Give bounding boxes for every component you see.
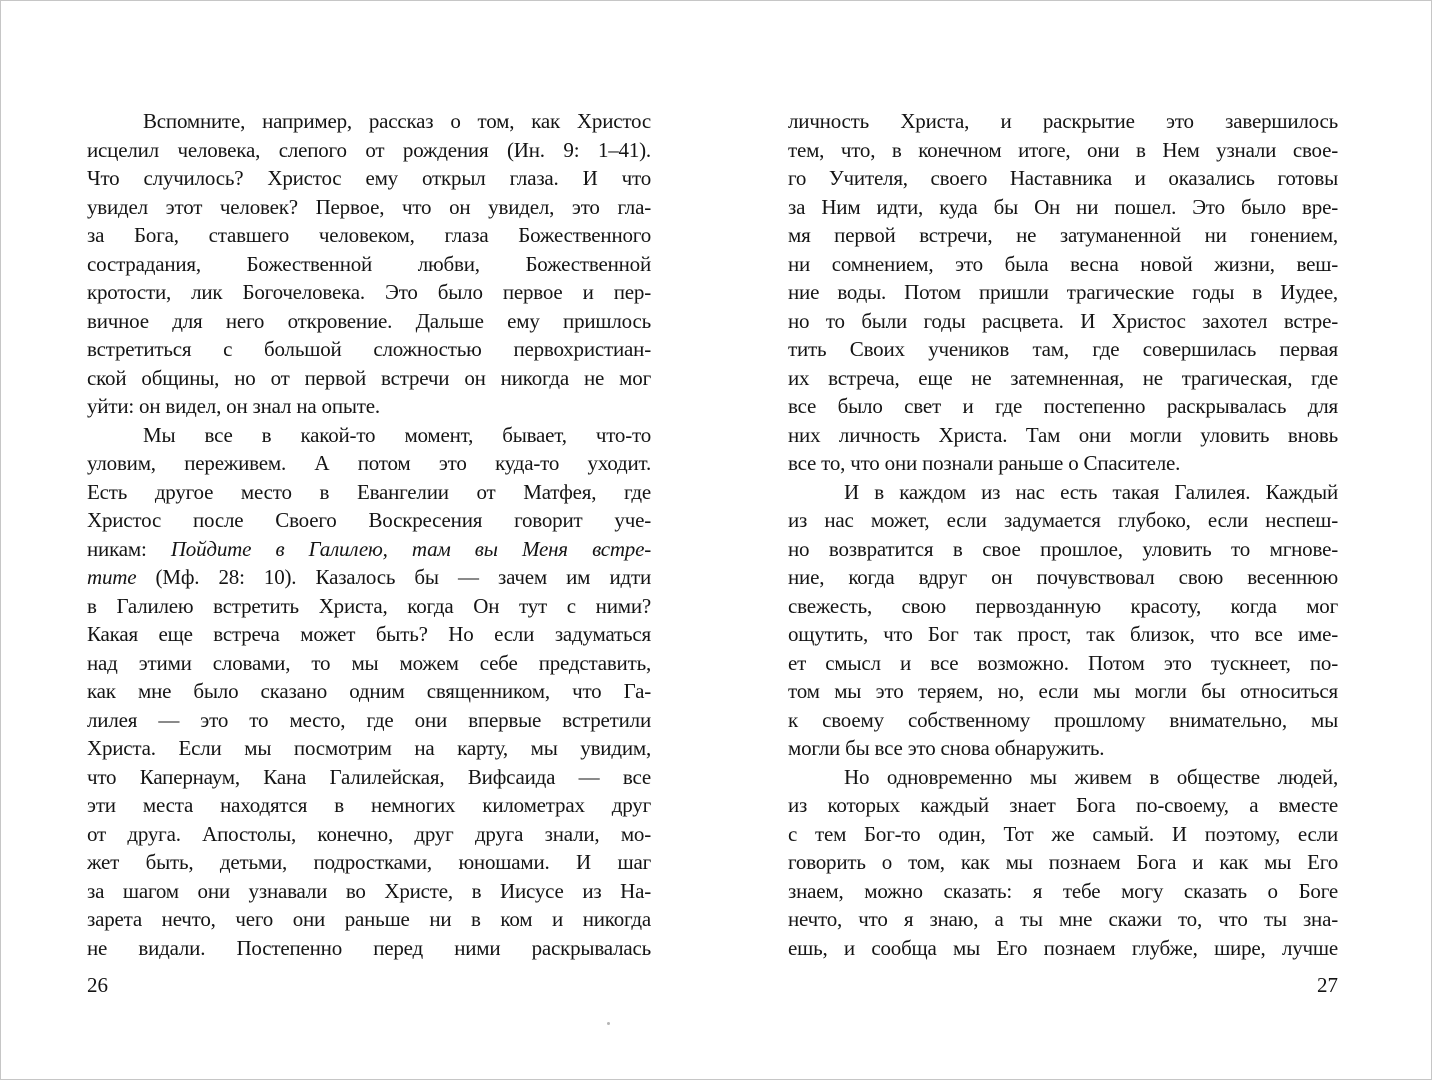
text-line [788, 563, 1338, 592]
text-segment: увидел этот человек? Первое, что он увидел, это гла- [87, 194, 651, 219]
text-segment: том мы это теряем, но, если мы могли бы относиться [788, 679, 1338, 703]
text-segment: в Галилею встретить Христа, когда Он тут с ними? [87, 593, 651, 618]
text-segment: (Мф. 28: 10). Казалось бы — зачем им идти [136, 565, 651, 589]
text-segment: но то были годы расцвета. И Христос захотел встре- [788, 308, 1338, 333]
text-segment: ет смысл и все возможно. Потом это тускнеет, по- [788, 650, 1338, 675]
text-segment: Что случилось? Христос ему открыл глаза. И что [87, 166, 651, 190]
text-line [788, 221, 1338, 250]
text-line [788, 763, 1338, 792]
text-segment: Христа. Если мы посмотрим на карту, мы увидим, [87, 736, 651, 760]
text-segment: могли бы все это снова обнаружить. [788, 736, 1105, 760]
text-segment: к своему собственному прошлому внимательно, мы [788, 707, 1338, 732]
text-line [87, 535, 651, 564]
text-line [87, 934, 651, 963]
text-segment: за Ним идти, куда бы Он ни пошел. Это было вре- [788, 194, 1338, 219]
text-segment: говорить о том, как мы познаем Бога и как мы Его [788, 850, 1338, 874]
text-segment: лилея — это то место, где они впервые встретили [87, 707, 651, 732]
text-line [788, 392, 1338, 421]
text-line [788, 250, 1338, 279]
text-segment: над этими словами, то мы можем себе представить, [87, 650, 651, 675]
page-number-left: 26 [87, 973, 108, 997]
text-segment: кротости, лик Богочеловека. Это было первое и пер- [87, 280, 651, 304]
text-line [788, 307, 1338, 336]
text-segment: за шагом они узнавали во Христе, в Иисусе из На- [87, 878, 651, 903]
text-segment: исцелил человека, слепого от рождения (Ин. 9: 1–41). [87, 137, 651, 162]
text-segment: Какая еще встреча может быть? Но если задуматься [87, 622, 651, 646]
text-line [788, 905, 1338, 934]
text-segment: ние, когда вдруг он почувствовал свою весеннюю [788, 565, 1338, 589]
text-line [788, 421, 1338, 450]
text-line [788, 934, 1338, 963]
text-line [87, 107, 651, 136]
left-page-text-column [87, 107, 651, 962]
text-line [87, 649, 651, 678]
text-segment: все было свет и где постепенно раскрывалась для [788, 394, 1338, 418]
text-segment: встретиться с большой сложностью первохристиан- [87, 337, 651, 361]
text-line [87, 250, 651, 279]
text-segment: их встреча, еще не затемненная, не трагическая, где [788, 365, 1338, 390]
text-line [87, 193, 651, 222]
text-segment: них личность Христа. Там они могли уловить вновь [788, 422, 1338, 447]
text-segment: ни сомнением, это была весна новой жизни, веш- [788, 251, 1338, 276]
text-segment: никам: [87, 536, 171, 561]
text-segment: Есть другое место в Евангелии от Матфея, где [87, 479, 651, 504]
text-segment: эти места находятся в немногих километрах друг [87, 793, 651, 817]
text-line [87, 563, 651, 592]
text-segment: Христос после Своего Воскресения говорит уче- [87, 508, 651, 532]
text-segment: от друга. Апостолы, конечно, друг друга знали, мо- [87, 821, 651, 846]
text-line [87, 820, 651, 849]
italic-text-segment: тите [87, 565, 137, 589]
right-page-text-column [788, 107, 1338, 962]
text-line [788, 649, 1338, 678]
text-line [788, 677, 1338, 706]
text-segment: ощутить, что Бог так прост, так близок, что все име- [788, 622, 1338, 646]
text-line [87, 506, 651, 535]
text-line [87, 734, 651, 763]
text-line [87, 307, 651, 336]
text-line [87, 877, 651, 906]
text-segment: Вспомните, например, рассказ о том, как Христос [143, 109, 651, 133]
italic-text-segment: Пойдите в Галилею, там вы Меня встре- [170, 536, 651, 561]
text-segment: с тем Бог-то один, Тот же самый. И поэтому, если [788, 821, 1338, 846]
text-line [87, 164, 651, 193]
text-segment: Но одновременно мы живем в обществе людей, [844, 764, 1338, 789]
text-line [788, 620, 1338, 649]
scan-artifact-dot [607, 1022, 610, 1025]
text-line [788, 193, 1338, 222]
text-segment: из нас может, если задумается глубоко, если неспеш- [788, 508, 1338, 532]
text-line [87, 335, 651, 364]
text-line [87, 620, 651, 649]
text-line [788, 706, 1338, 735]
text-line [788, 107, 1338, 136]
text-line [788, 820, 1338, 849]
text-line [87, 791, 651, 820]
text-line [788, 506, 1338, 535]
text-line [788, 535, 1338, 564]
text-line [788, 449, 1338, 478]
text-segment: но возвратится в свое прошлое, уловить то мгнове- [788, 536, 1338, 561]
text-line [788, 734, 1338, 763]
text-segment: ешь, и сообща мы Его познаем глубже, шире, лучше [788, 935, 1338, 960]
text-line [87, 449, 651, 478]
text-line [87, 848, 651, 877]
text-segment: из которых каждый знает Бога по-своему, а вместе [788, 793, 1338, 817]
page-number-right: 27 [1317, 973, 1338, 997]
text-segment: что Капернаум, Кана Галилейская, Вифсаида — все [87, 764, 651, 789]
text-line [87, 392, 651, 421]
text-segment: тить Своих учеников там, где совершилась первая [788, 337, 1338, 361]
text-segment: свежесть, свою первозданную красоту, когда мог [788, 593, 1338, 618]
text-segment: за Бога, ставшего человеком, глаза Божественного [87, 223, 651, 247]
text-line [87, 221, 651, 250]
text-line [87, 136, 651, 165]
text-segment: зарета нечто, чего они раньше ни в ком и никогда [87, 907, 651, 931]
text-line [87, 278, 651, 307]
text-line [87, 478, 651, 507]
text-segment: знаем, можно сказать: я тебе могу сказать о Боге [788, 878, 1338, 903]
text-segment: ние воды. Потом пришли трагические годы в Иудее, [788, 280, 1338, 304]
text-line [87, 592, 651, 621]
text-segment: нечто, что я знаю, а ты мне скажи то, что ты зна- [788, 907, 1338, 931]
text-line [788, 478, 1338, 507]
text-segment: вичное для него откровение. Дальше ему пришлось [87, 308, 651, 333]
text-segment: все то, что они познали раньше о Спасителе. [788, 451, 1181, 475]
text-segment: И в каждом из нас есть такая Галилея. Каждый [844, 479, 1338, 504]
text-line [788, 791, 1338, 820]
text-segment: Мы все в какой-то момент, бывает, что-то [143, 422, 651, 447]
text-line [788, 278, 1338, 307]
text-segment: ской общины, но от первой встречи он никогда не мог [87, 365, 651, 390]
text-line [87, 763, 651, 792]
text-segment: уловим, переживем. А потом это куда-то уходит. [87, 451, 651, 475]
text-segment: личность Христа, и раскрытие это завершилось [788, 109, 1338, 133]
text-segment: не видали. Постепенно перед ними раскрывалась [87, 935, 651, 960]
text-line [87, 364, 651, 393]
text-line [87, 677, 651, 706]
text-line [87, 905, 651, 934]
text-line [87, 706, 651, 735]
text-line [788, 877, 1338, 906]
text-segment: тем, что, в конечном итоге, они в Нем узнали свое- [788, 137, 1338, 162]
text-line [788, 164, 1338, 193]
text-segment: мя первой встречи, не затуманенной ни гонением, [788, 223, 1338, 247]
text-line [788, 364, 1338, 393]
text-segment: уйти: он видел, он знал на опыте. [87, 394, 380, 418]
text-segment: жет быть, детьми, подростками, юношами. И шаг [87, 850, 651, 874]
text-segment: сострадания, Божественной любви, Божественной [87, 251, 651, 276]
text-line [788, 848, 1338, 877]
text-line [788, 592, 1338, 621]
text-line [788, 136, 1338, 165]
text-segment: как мне было сказано одним священником, что Га- [87, 679, 651, 703]
text-line [788, 335, 1338, 364]
text-segment: го Учителя, своего Наставника и оказались готовы [788, 166, 1338, 190]
text-line [87, 421, 651, 450]
